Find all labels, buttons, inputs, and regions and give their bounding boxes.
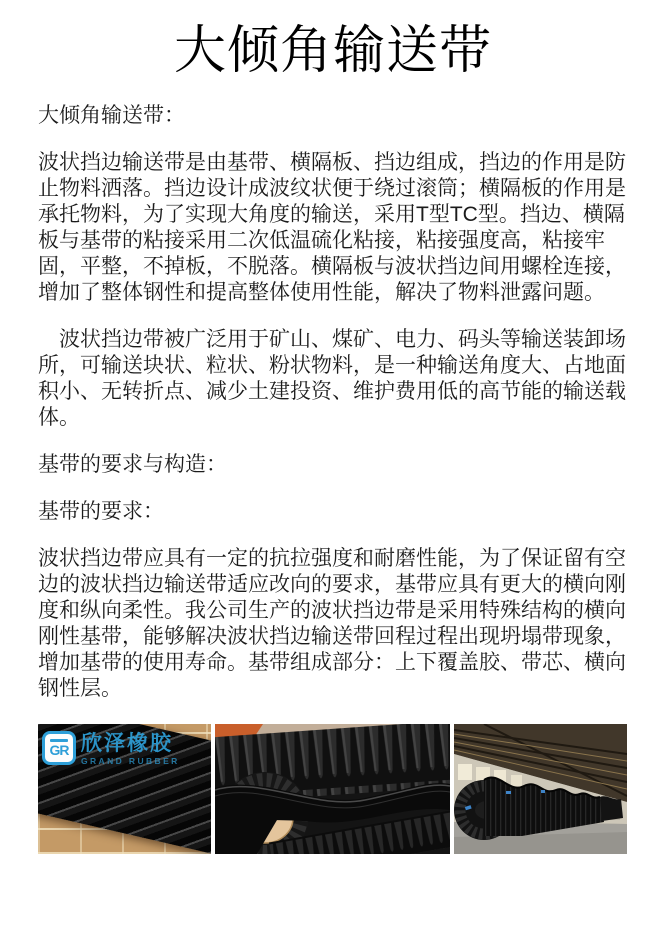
logo-english-name: GRAND RUBBER xyxy=(81,756,180,766)
logo-initials: GR xyxy=(49,742,69,758)
warehouse-illustration xyxy=(454,724,627,854)
page-title: 大倾角输送带 xyxy=(173,22,492,80)
grand-rubber-logo-icon xyxy=(42,731,76,765)
photo-warehouse-belts xyxy=(454,724,627,854)
product-photo-row xyxy=(38,724,628,854)
grand-rubber-logo xyxy=(42,731,180,766)
logo-chinese-name: 欣泽橡胶 xyxy=(81,732,173,755)
paragraph-base-belt-properties: 波状挡边带应具有一定的抗拉强度和耐磨性能，为了保证留有空边的波状挡边输送带适应改向的要求，基带应具有更大的横向刚度和纵向柔性。我公司生产的波状挡边带是采用特殊结构的横向刚性基带，能够解决波状挡边输送带回程过程出现坍塌带现象，增加基带的使用寿命。基带组成部分：上下覆盖胶、带芯、横向钢性层。 xyxy=(38,547,626,700)
product-article-page xyxy=(0,16,666,946)
paragraph-belt-composition: 波状挡边输送带是由基带、横隔板、挡边组成，挡边的作用是防止物料洒落。挡边设计成波纹状便于绕过滚筒；横隔板的作用是承托物料，为了实现大角度的输送，采用T型TC型。挡边、横隔板与基带的粘接采用二次低温硫化粘接，粘接强度高，粘接牢固，平整，不掉板，不脱落。横隔板与波状挡边间用螺栓连接，增加了整体钢性和提高整体使用性能，解决了物料泄露问题。 xyxy=(38,151,626,304)
heading-base-belt-requirements-structure: 基带的要求与构造： xyxy=(38,453,227,476)
paragraph-belt-applications: 波状挡边带被广泛用于矿山、煤矿、电力、码头等输送装卸场所，可输送块状、粒状、粉状物料，是一种输送角度大、占地面积小、无转折点、减少土建投资、维护费用低的高节能的输送载体。 xyxy=(38,328,626,429)
photo-sidewall-belt-with-logo xyxy=(38,724,211,854)
intro-label: 大倾角输送带： xyxy=(38,104,185,127)
heading-base-belt-requirements: 基带的要求： xyxy=(38,500,164,523)
belt-roll-closeup-illustration xyxy=(215,724,450,854)
photo-belt-roll-closeup xyxy=(215,724,450,854)
logo-wordmark xyxy=(81,731,180,766)
